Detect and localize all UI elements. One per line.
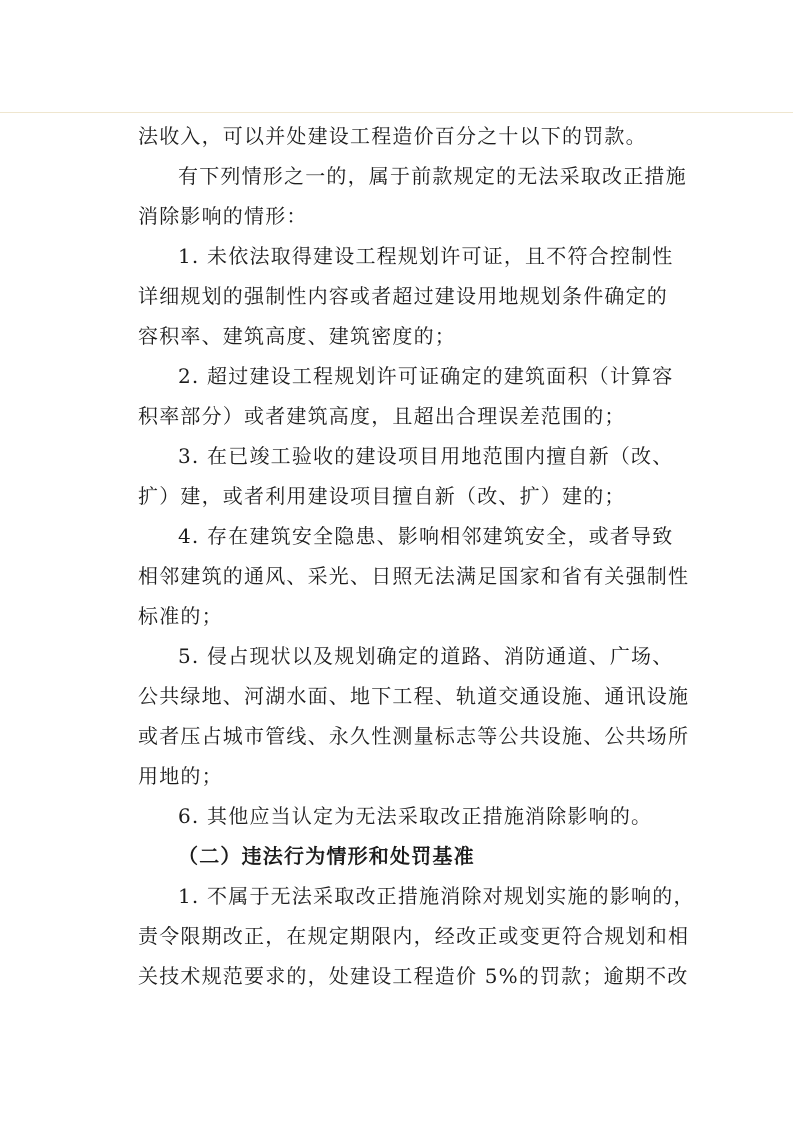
text-line: 标准的； <box>138 604 223 628</box>
text-line: 用地的； <box>138 764 223 788</box>
text-line: 4. 存在建筑安全隐患、影响相邻建筑安全，或者导致 <box>178 524 674 548</box>
text-line: 容积率、建筑高度、建筑密度的； <box>138 324 456 348</box>
text-line: 详细规划的强制性内容或者超过建设用地规划条件确定的 <box>138 284 668 308</box>
text-line: 2. 超过建设工程规划许可证确定的建筑面积（计算容 <box>178 364 674 388</box>
page-top-rule <box>0 112 793 113</box>
text-line: 3. 在已竣工验收的建设项目用地范围内擅自新（改、 <box>178 444 674 468</box>
text-line: 相邻建筑的通风、采光、日照无法满足国家和省有关强制性 <box>138 564 690 588</box>
text-line: 5. 侵占现状以及规划确定的道路、消防通道、广场、 <box>178 644 674 668</box>
text-line: 或者压占城市管线、永久性测量标志等公共设施、公共场所 <box>138 724 690 748</box>
text-line: 有下列情形之一的，属于前款规定的无法采取改正措施 <box>178 164 687 188</box>
text-line: 积率部分）或者建筑高度，且超出合理误差范围的； <box>138 404 626 428</box>
text-line: 责令限期改正，在规定期限内，经改正或变更符合规划和相 <box>138 924 690 948</box>
text-line: 1. 未依法取得建设工程规划许可证，且不符合控制性 <box>178 244 674 268</box>
document-body <box>138 116 695 996</box>
section-heading: （二）违法行为情形和处罚基准 <box>178 844 475 868</box>
text-line: 消除影响的情形： <box>138 204 308 228</box>
text-line: 扩）建，或者利用建设项目擅自新（改、扩）建的； <box>138 484 626 508</box>
text-line: 6. 其他应当认定为无法采取改正措施消除影响的。 <box>178 804 653 828</box>
text-line: 公共绿地、河湖水面、地下工程、轨道交通设施、通讯设施 <box>138 684 690 708</box>
text-line: 1. 不属于无法采取改正措施消除对规划实施的影响的， <box>178 884 695 908</box>
text-line: 法收入，可以并处建设工程造价百分之十以下的罚款。 <box>138 124 647 148</box>
text-line: 关技术规范要求的，处建设工程造价 5%的罚款；逾期不改 <box>138 964 689 988</box>
